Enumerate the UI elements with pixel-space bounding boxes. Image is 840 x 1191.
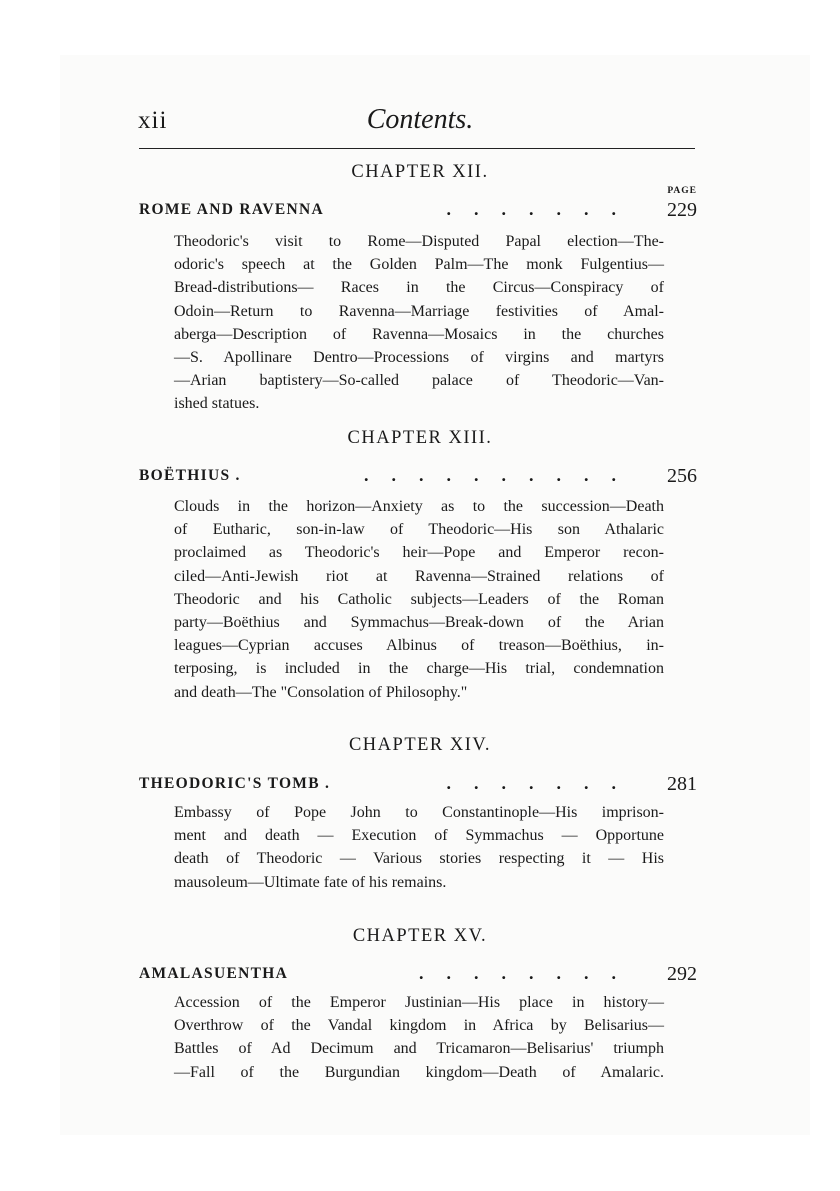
dot-leader: ....... (446, 773, 639, 793)
header-rule (139, 148, 695, 149)
chapter-summary (174, 991, 664, 1084)
summary-line: Odoin—Return to Ravenna—Marriage festivities of Amal- (174, 302, 664, 320)
summary-line: party—Boëthius and Symmachus—Break-down of the Arian (174, 614, 664, 632)
summary-line: Overthrow of the Vandal kingdom in Africa by Belisarius— (174, 1017, 664, 1035)
page-column-label: PAGE (667, 186, 697, 196)
summary-line: of Eutharic, son-in-law of Theodoric—His son Athalaric (174, 521, 664, 539)
summary-line: proclaimed as Theodoric's heir—Pope and Emperor recon- (174, 544, 664, 562)
page-folio: xii (138, 107, 168, 134)
summary-line: terposing, is included in the charge—His trial, condemnation (174, 660, 664, 678)
summary-line: —Fall of the Burgundian kingdom—Death of Amalaric. (174, 1063, 664, 1081)
dot-leader: .......... (364, 465, 639, 485)
summary-line: Embassy of Pope John to Constantinople—His imprison- (174, 804, 664, 821)
page-number: 256 (667, 465, 697, 487)
dot-leader: ....... (446, 199, 639, 219)
chapter-heading: CHAPTER XV. (352, 926, 488, 946)
toc-entry[interactable] (139, 775, 697, 799)
summary-line: —S. Apollinare Dentro—Processions of virgins and martyrs (174, 349, 664, 367)
summary-line: Theodoric's visit to Rome—Disputed Papal election—The- (174, 233, 664, 250)
page-number: 229 (667, 199, 697, 221)
summary-line: aberga—Description of Ravenna—Mosaics in the churches (174, 325, 664, 343)
toc-entry[interactable] (139, 201, 697, 225)
running-head: Contents. (366, 104, 474, 135)
summary-line: Accession of the Emperor Justinian—His place in history— (174, 994, 664, 1011)
summary-line: Battles of Ad Decimum and Tricamaron—Belisarius' triumph (174, 1040, 664, 1058)
chapter-title: THEODORIC'S TOMB . (139, 775, 331, 792)
summary-line: Theodoric and his Catholic subjects—Leaders of the Roman (174, 590, 664, 608)
chapter-heading: CHAPTER XIV. (348, 735, 492, 755)
toc-entry[interactable] (139, 467, 697, 491)
chapter-title: AMALASUENTHA (139, 965, 289, 982)
page-number: 292 (667, 963, 697, 985)
summary-line: death of Theodoric — Various stories respecting it — His (174, 850, 664, 868)
summary-line: and death—The "Consolation of Philosophy." (174, 683, 468, 701)
chapter-summary (174, 801, 664, 894)
summary-line: Clouds in the horizon—Anxiety as to the succession—Death (174, 498, 664, 515)
summary-line: ciled—Anti-Jewish riot at Ravenna—Strained relations of (174, 567, 664, 585)
summary-line: odoric's speech at the Golden Palm—The monk Fulgentius— (174, 256, 664, 274)
dot-leader: ........ (419, 963, 639, 983)
summary-line: —Arian baptistery—So-called palace of Theodoric—Van- (174, 372, 664, 390)
toc-entry[interactable] (139, 965, 697, 989)
summary-line: ished statues. (174, 395, 260, 413)
chapter-summary (174, 230, 664, 416)
chapter-heading: CHAPTER XII. (351, 162, 489, 182)
chapter-title: ROME AND RAVENNA (139, 201, 324, 218)
chapter-title: BOËTHIUS . (139, 467, 241, 484)
chapter-summary (174, 495, 664, 704)
summary-line: Bread-distributions— Races in the Circus—Conspiracy of (174, 279, 664, 297)
page-number: 281 (667, 773, 697, 795)
summary-line: leagues—Cyprian accuses Albinus of treason—Boëthius, in- (174, 637, 664, 655)
chapter-heading: CHAPTER XIII. (347, 428, 493, 448)
summary-line: mausoleum—Ultimate fate of his remains. (174, 873, 447, 891)
summary-line: ment and death — Execution of Symmachus — Opportune (174, 827, 664, 845)
